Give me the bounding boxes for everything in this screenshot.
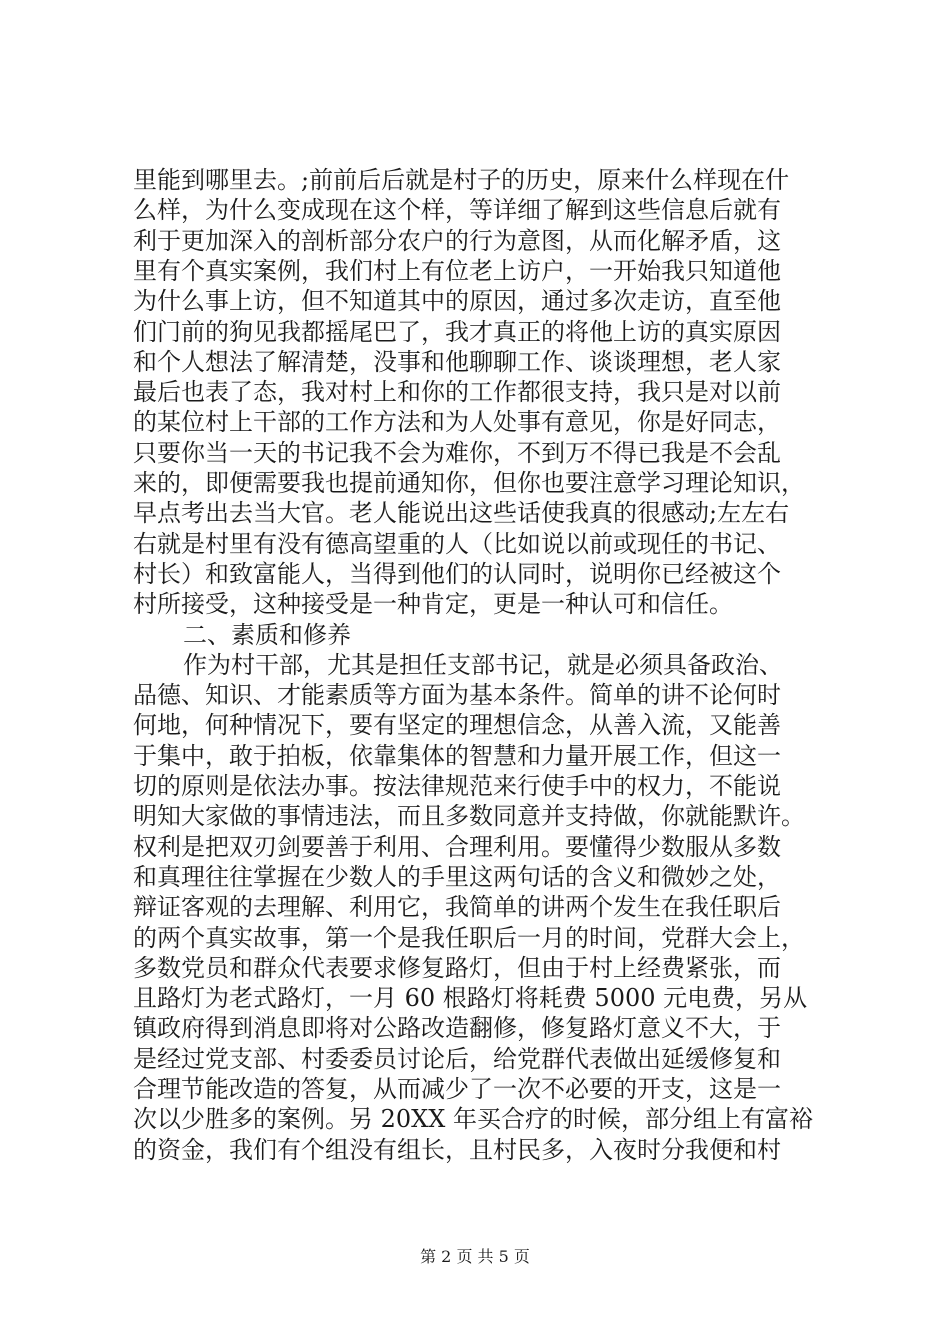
text-line: 权利是把双刃剑要善于利用、合理利用。要懂得少数服从多数 bbox=[133, 832, 781, 861]
text-line: 的某位村上干部的工作方法和为人处事有意见，你是好同志， bbox=[133, 408, 781, 437]
page-footer: 第 2 页 共 5 页 bbox=[420, 1247, 530, 1266]
text-line: 最后也表了态，我对村上和你的工作都很支持，我只是对以前 bbox=[133, 378, 781, 407]
text-line: 何地，何种情况下，要有坚定的理想信念，从善入流，又能善 bbox=[133, 711, 781, 740]
text-line: 多数党员和群众代表要求修复路灯，但由于村上经费紧张，而 bbox=[133, 953, 781, 982]
text-line: 只要你当一天的书记我不会为难你，不到万不得已我是不会乱 bbox=[133, 438, 781, 467]
text-line: 村所接受，这种接受是一种肯定，更是一种认可和信任。 bbox=[133, 590, 733, 619]
text-line: 品德、知识、才能素质等方面为基本条件。简单的讲不论何时 bbox=[133, 681, 781, 710]
text-line: 作为村干部，尤其是担任支部书记，就是必须具备政治、 bbox=[183, 650, 783, 679]
text-line: 是经过党支部、村委委员讨论后，给党群代表做出延缓修复和 bbox=[133, 1044, 781, 1073]
text-line: 的资金，我们有个组没有组长，且村民多，入夜时分我便和村 bbox=[133, 1135, 781, 1164]
text-line: 和个人想法了解清楚，没事和他聊聊工作、谈谈理想，老人家 bbox=[133, 347, 781, 376]
text-line: 里有个真实案例，我们村上有位老上访户，一开始我只知道他 bbox=[133, 256, 781, 285]
text-line: 为什么事上访，但不知道其中的原因，通过多次走访，直至他 bbox=[133, 287, 781, 316]
text-line: 和真理往往掌握在少数人的手里这两句话的含义和微妙之处， bbox=[133, 862, 781, 891]
text-line: 利于更加深入的剖析部分农户的行为意图，从而化解矛盾，这 bbox=[133, 226, 781, 255]
text-line: 合理节能改造的答复，从而减少了一次不必要的开支，这是一 bbox=[133, 1075, 781, 1103]
text-line: 镇政府得到消息即将对公路改造翻修，修复路灯意义不大，于 bbox=[133, 1014, 781, 1043]
text-line: 次以少胜多的案例。另 20XX 年买合疗的时候，部分组上有富裕 bbox=[133, 1105, 813, 1134]
text-line: 早点考出去当大官。老人能说出这些话使我真的很感动;左左右 bbox=[133, 499, 790, 528]
section-heading: 二、素质和修养 bbox=[183, 620, 351, 649]
text-line: 切的原则是依法办事。按法律规范来行使手中的权力，不能说 bbox=[133, 772, 781, 800]
text-line: 们门前的狗见我都摇尾巴了，我才真正的将他上访的真实原因 bbox=[133, 317, 781, 346]
text-line: 里能到哪里去。;前前后后就是村子的历史，原来什么样现在什 bbox=[133, 166, 790, 194]
text-line: 于集中，敢于拍板，依靠集体的智慧和力量开展工作，但这一 bbox=[133, 741, 781, 770]
text-line: 且路灯为老式路灯，一月 60 根路灯将耗费 5000 元电费，另从 bbox=[133, 984, 808, 1013]
text-line: 右就是村里有没有德高望重的人（比如说以前或现任的书记、 bbox=[133, 529, 781, 558]
text-line: 明知大家做的事情违法，而且多数同意并支持做，你就能默许。 bbox=[133, 802, 805, 831]
text-line: 的两个真实故事，第一个是我任职后一月的时间，党群大会上， bbox=[133, 923, 805, 952]
text-line: 辩证客观的去理解、利用它，我简单的讲两个发生在我任职后 bbox=[133, 893, 781, 922]
text-line: 村长）和致富能人，当得到他们的认同时，说明你已经被这个 bbox=[133, 559, 781, 588]
text-line: 么样，为什么变成现在这个样，等详细了解到这些信息后就有 bbox=[133, 196, 781, 225]
text-line: 来的，即便需要我也提前通知你，但你也要注意学习理论知识， bbox=[133, 469, 805, 497]
